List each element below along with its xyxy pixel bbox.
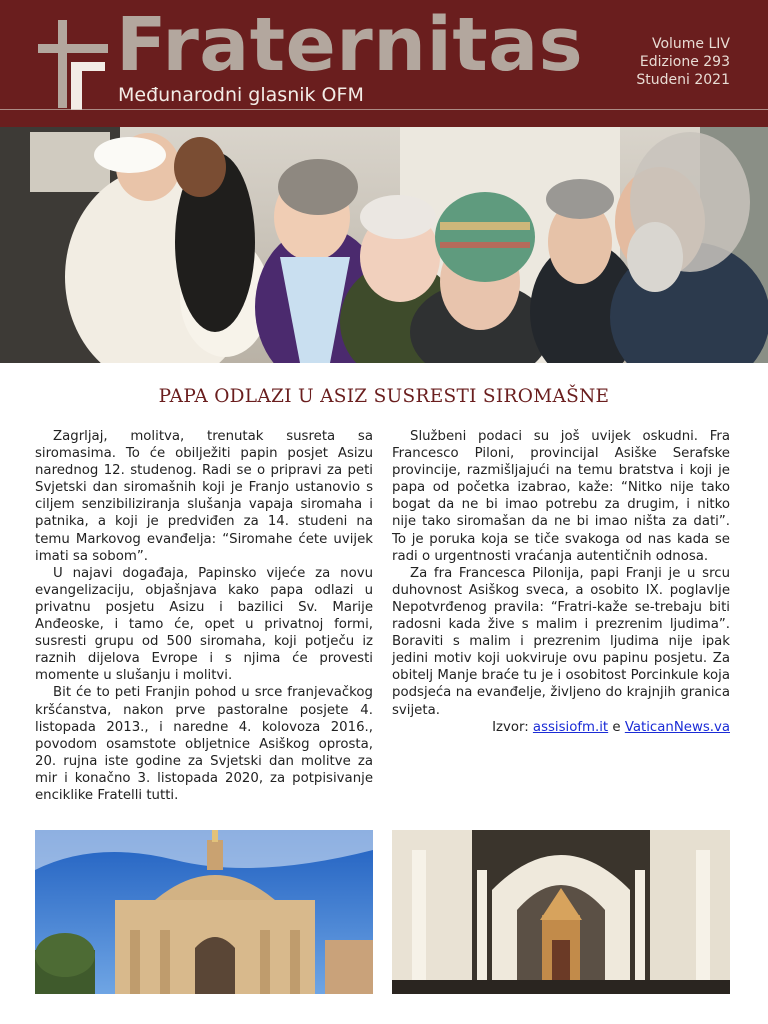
article-column-left	[35, 428, 373, 804]
issue-info	[636, 35, 730, 89]
article-paragraph: Bit će to peti Franjin pohod u srce franjevačkog kršćanstva, nakon prve pastoralne posjete 4. listopada 2013., i naredne 4. kolovoza 2016., povodom osamstote obljetnice Asiškog oprosta, 20. rujna iste godine za Svjetski dan molitve za mir i konačno 3. listopada 2020, za potpisivanje enciklike Fratelli tutti.	[35, 685, 373, 803]
masthead-title: Fraternitas	[116, 2, 584, 88]
date-label: Studeni 2021	[636, 72, 730, 88]
masthead	[0, 0, 768, 127]
hero-photo	[0, 127, 768, 363]
edition-label: Edizione 293	[639, 54, 730, 70]
masthead-subtitle: Međunarodni glasnik OFM	[118, 84, 364, 106]
volume-label: Volume LIV	[651, 36, 730, 52]
article-paragraph: Zagrljaj, molitva, trenutak susreta sa siromasima. To će obilježiti papin posjet Asizu narednog 12. studenog. Radi se o pripravi za peti Svjetski dan siromašnih koji je Franjo ustanovio s ciljem senzibiliziranja slušanja vapaja siromaha i patnika, a koji je predviđen za 14. studeni na temu Markovog evanđelja: “Siromahe ćete uvijek imati sa sobom”.	[35, 429, 373, 564]
tau-cross-logo-icon	[38, 18, 108, 110]
basilica-exterior-photo	[35, 830, 373, 994]
article-paragraph: U najavi događaja, Papinsko vijeće za novu evangelizaciju, objašnjava kako papa odlazi u privatnu posjetu Asizu i bazilici Sv. Marije Anđeoske, i tamo će, opet u privatnoj formi, susresti grupu od 500 siromaha, koji potječu iz raznih dijelova Evrope i s njima će provesti momente u slušanju i molitvi.	[35, 565, 373, 684]
article-headline: PAPA ODLAZI U ASIZ SUSRESTI SIROMAŠNE	[158, 386, 610, 407]
source-conjunction: e	[612, 719, 621, 735]
basilica-interior-photo	[392, 830, 730, 994]
article-paragraph: Službeni podaci su još uvijek oskudni. Fra Francesco Piloni, provincijal Asiške Serafske provincije, razmišljajući na temu bratstva i koji je papa od početka izabrao, kaže: “Nitko nije tako bogat da ne bi imao potrebu za drugim, i nitko nije tako siromašan da ne bi imao ništa za dati”. To je poruka koja se tiče svakoga od nas kada se radi o urgentnosti vraćanja autentičnih odnosa.	[392, 429, 730, 564]
source-link-assisiofm[interactable]: assisiofm.it	[532, 719, 609, 735]
article-paragraph: Za fra Francesca Pilonija, papi Franji je u srcu duhovnost Asiškog sveca, a osobito IX. poglavlje Nepotvrđenog pravila: “Fratri-kaže se-trebaju biti radosni kada žive s malim i prezrenim ljudima”. Boraviti s malim i prezrenim ljudima nije ipak jedini motiv koji uokviruje ovu papinu posjetu. Za obitelj Manje braće tu je i osobitost Porcinkule koja podsjeća na evanđelje, življeno do krajnjih granica svijeta.	[392, 565, 730, 718]
header-divider	[0, 109, 768, 110]
article-column-right	[392, 428, 730, 736]
source-line	[392, 719, 730, 736]
source-link-vaticannews[interactable]: VaticanNews.va	[624, 719, 730, 735]
source-label: Izvor:	[492, 719, 529, 735]
